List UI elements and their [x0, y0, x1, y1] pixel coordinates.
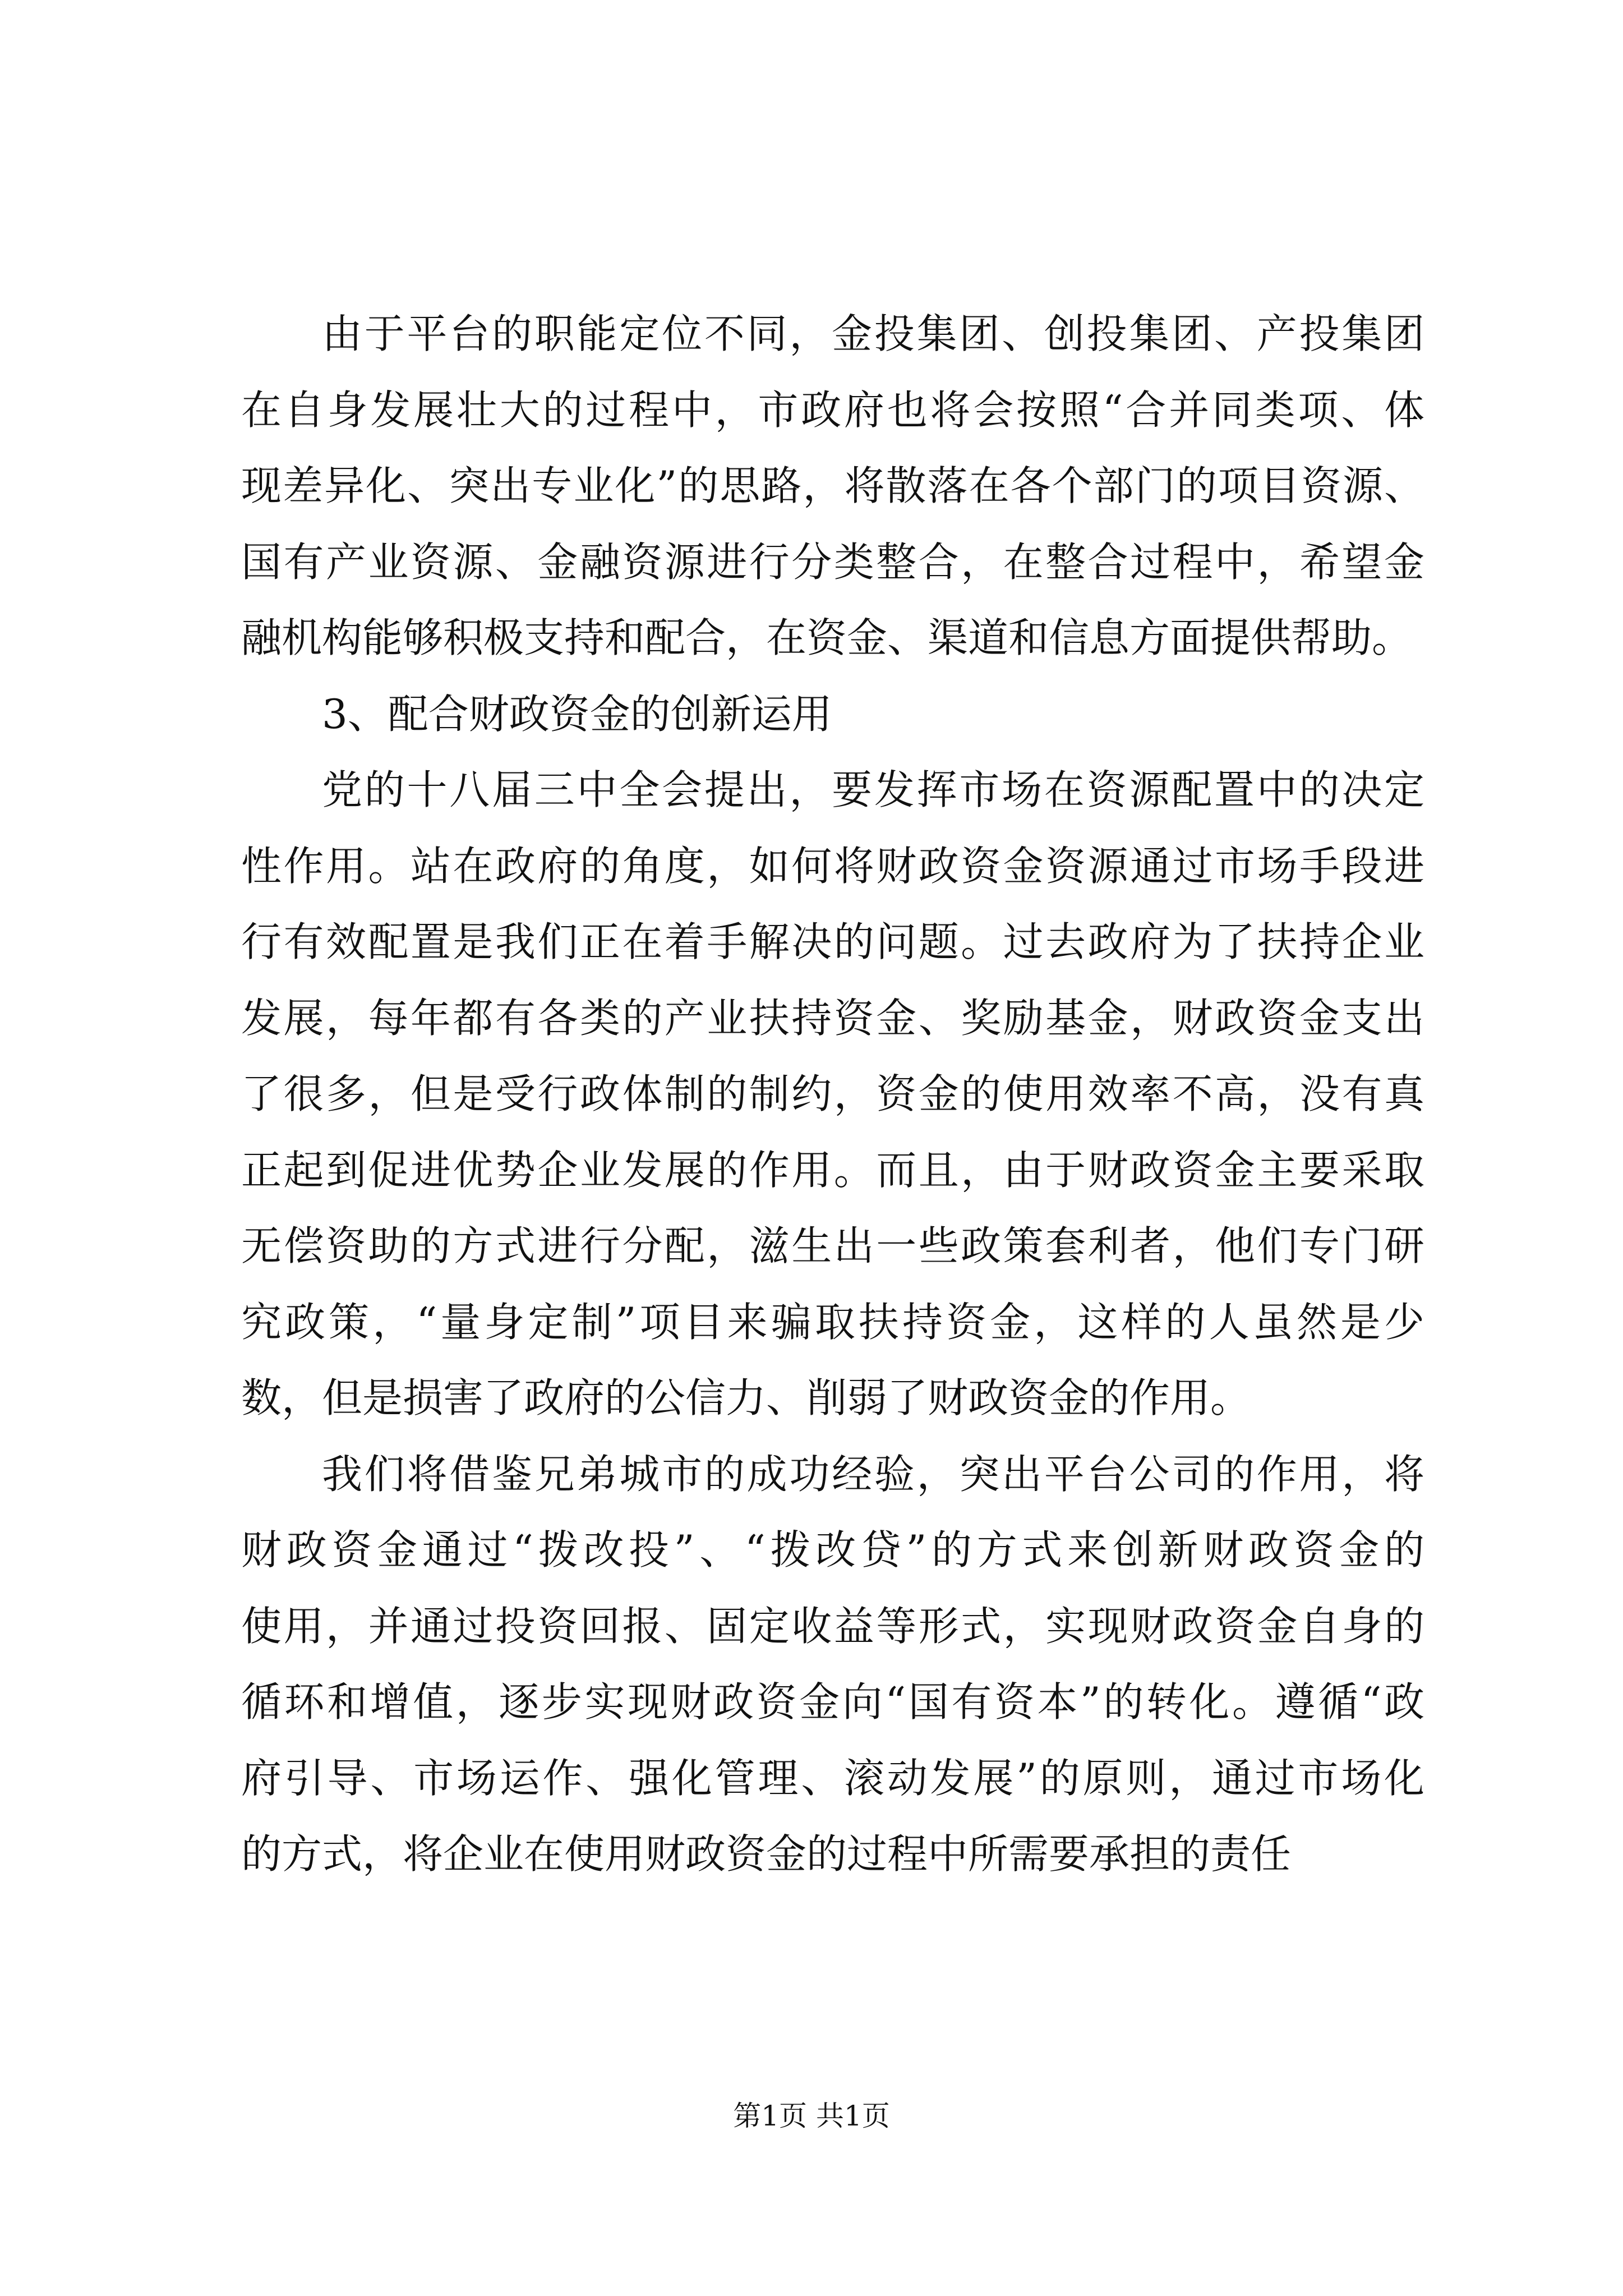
page-number-footer: 第1页 共1页: [733, 2100, 890, 2132]
text-line: 无偿资助的方式进行分配，滋生出一些政策套利者，他们专门研: [241, 1222, 1424, 1269]
text-line: 数，但是损害了政府的公信力、削弱了财政资金的作用。: [241, 1374, 1251, 1421]
text-line: 党的十八届三中全会提出，要发挥市场在资源配置中的决定: [322, 766, 1424, 813]
text-line: 现差异化、突出专业化”的思路，将散落在各个部门的项目资源、: [241, 462, 1424, 509]
text-line: 府引导、市场运作、强化管理、滚动发展”的原则，通过市场化: [241, 1754, 1424, 1802]
text-line: 发展，每年都有各类的产业扶持资金、奖励基金，财政资金支出: [241, 994, 1424, 1042]
text-line: 使用，并通过投资回报、固定收益等形式，实现财政资金自身的: [241, 1602, 1424, 1650]
text-line: 财政资金通过“拨改投”、“拨改贷”的方式来创新财政资金的: [241, 1526, 1424, 1573]
text-line: 我们将借鉴兄弟城市的成功经验，突出平台公司的作用，将: [322, 1450, 1424, 1498]
document-body: [241, 296, 1424, 1893]
section-heading: [241, 677, 1424, 753]
text-line: 了很多，但是受行政体制的制约，资金的使用效率不高，没有真: [241, 1070, 1424, 1117]
text-line: 国有产业资源、金融资源进行分类整合，在整合过程中，希望金: [241, 538, 1424, 586]
text-line: 行有效配置是我们正在着手解决的问题。过去政府为了扶持企业: [241, 918, 1424, 965]
text-line: 在自身发展壮大的过程中，市政府也将会按照“合并同类项、体: [241, 386, 1424, 434]
paragraph-platform-integration: [241, 296, 1424, 677]
text-line: 融机构能够积极支持和配合，在资金、渠道和信息方面提供帮助。: [241, 614, 1413, 661]
section-heading-text: 3、配合财政资金的创新运用: [322, 690, 832, 738]
text-line: 究政策，“量身定制”项目来骗取扶持资金，这样的人虽然是少: [241, 1298, 1424, 1346]
paragraph-fiscal-funds: [241, 752, 1424, 1437]
text-line: 的方式，将企业在使用财政资金的过程中所需要承担的责任: [241, 1830, 1292, 1878]
text-line: 正起到促进优势企业发展的作用。而且，由于财政资金主要采取: [241, 1146, 1424, 1194]
text-line: 循环和增值，逐步实现财政资金向“国有资本”的转化。遵循“政: [241, 1678, 1424, 1726]
text-line: 性作用。站在政府的角度，如何将财政资金资源通过市场手段进: [241, 842, 1424, 890]
text-line: 由于平台的职能定位不同，金投集团、创投集团、产投集团: [322, 310, 1424, 357]
paragraph-innovation: [241, 1437, 1424, 1893]
